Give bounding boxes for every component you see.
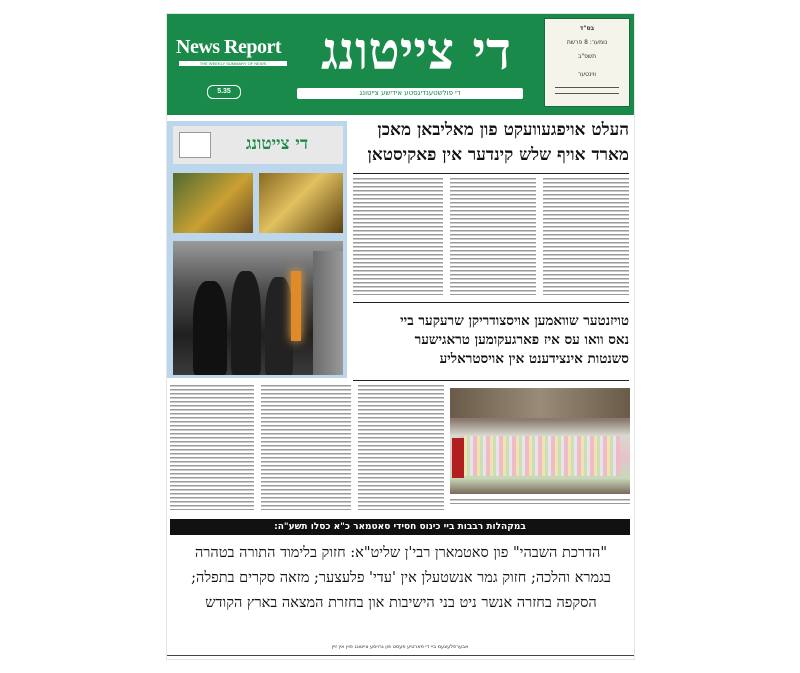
- seal-line: בס"ד: [579, 25, 595, 32]
- footer-note: אבערפלעצעמ ביי די פארטיע פעסט פון גרויסע צייטונג פוין אין זיין: [331, 644, 469, 650]
- article-text-column: [543, 177, 629, 295]
- brand-subtitle: THE WEEKLY SUMMARY OF NEWS: [179, 61, 287, 66]
- newspaper-title: די צייטונג: [320, 21, 512, 82]
- issue-seal: [544, 18, 630, 107]
- photo-candle: [291, 271, 301, 341]
- quote-line: בגמרא והלכה; חזוק גמר אנשטעלן אין 'עדי' פלעצער; מזאה סקרים בתפלה;: [191, 570, 611, 586]
- price-badge: 5.35: [207, 85, 241, 99]
- main-headline: [353, 118, 629, 168]
- article-text-column: [353, 177, 443, 295]
- event-banner: במקהלות רבבות ביי כינוס חסידי סאטמאר כ"א כסלו תשע"ה:: [170, 519, 630, 535]
- article-text-column: [261, 384, 351, 510]
- promo-image: [259, 173, 343, 233]
- sub-headline-line: נאס וואו עס איז פארגעקומען טראגישער: [414, 332, 629, 348]
- page-bottom-rule: [167, 655, 634, 656]
- seal-line: תשפ"ב: [577, 53, 597, 60]
- photo-flowers: [460, 436, 620, 476]
- seal-divider: [555, 93, 619, 94]
- photo-figure: [265, 277, 293, 375]
- promo-seal: [179, 132, 211, 158]
- promo-photo: [173, 241, 343, 375]
- section-rule: [353, 380, 629, 381]
- newspaper-tagline: די פולשטענדיגסטע אידישע צייטונג: [297, 88, 523, 99]
- article-text-column: [450, 177, 536, 295]
- photo-figure: [193, 281, 227, 375]
- photo-background: [313, 251, 343, 375]
- main-headline-line: מארד אויף שלש קינדער אין פאקיסטאן: [367, 145, 629, 165]
- promo-title: די צייטונג: [245, 134, 309, 154]
- promo-image: [173, 173, 253, 233]
- quote-block: [181, 541, 621, 616]
- headline-rule: [353, 173, 629, 174]
- photo-person: [452, 438, 464, 478]
- photo-caption: [450, 498, 630, 504]
- sub-headline: [353, 312, 629, 369]
- main-headline-line: העלט אויפגעוועקט פון מאליבאן מאכן: [377, 120, 629, 140]
- seal-divider: [555, 87, 619, 88]
- article-text-column: [358, 384, 444, 510]
- seal-line: ווינטער: [577, 71, 597, 78]
- masthead: [167, 14, 634, 115]
- sub-headline-line: סשנטות אינצידענט אין אויסטראליע: [439, 351, 629, 367]
- promo-masthead: [173, 126, 343, 164]
- sub-headline-line: טויזנטער שוואמען אויסצודריקן שרעקער ביי: [400, 313, 629, 329]
- quote-line: הסקפה בחזרה אנשר ניט בני הישיבות און בחזרת המצאה בארץ הקודש: [205, 595, 597, 611]
- photo-buildings: [450, 388, 630, 418]
- quote-line: "הדרכת השבהי" פון סאטמארן רבי'ן שליט"א: חזוק בלימוד התורה בטהרה: [194, 545, 608, 561]
- article-text-column: [170, 384, 254, 510]
- crowd-photo: [450, 388, 630, 494]
- newspaper-front-page: [167, 14, 634, 659]
- photo-figure: [231, 271, 261, 375]
- brand-logo: News Report: [176, 36, 282, 58]
- seal-line: נומער: 8 פרשת: [566, 39, 608, 46]
- section-rule: [353, 302, 629, 303]
- promo-box: [167, 121, 347, 378]
